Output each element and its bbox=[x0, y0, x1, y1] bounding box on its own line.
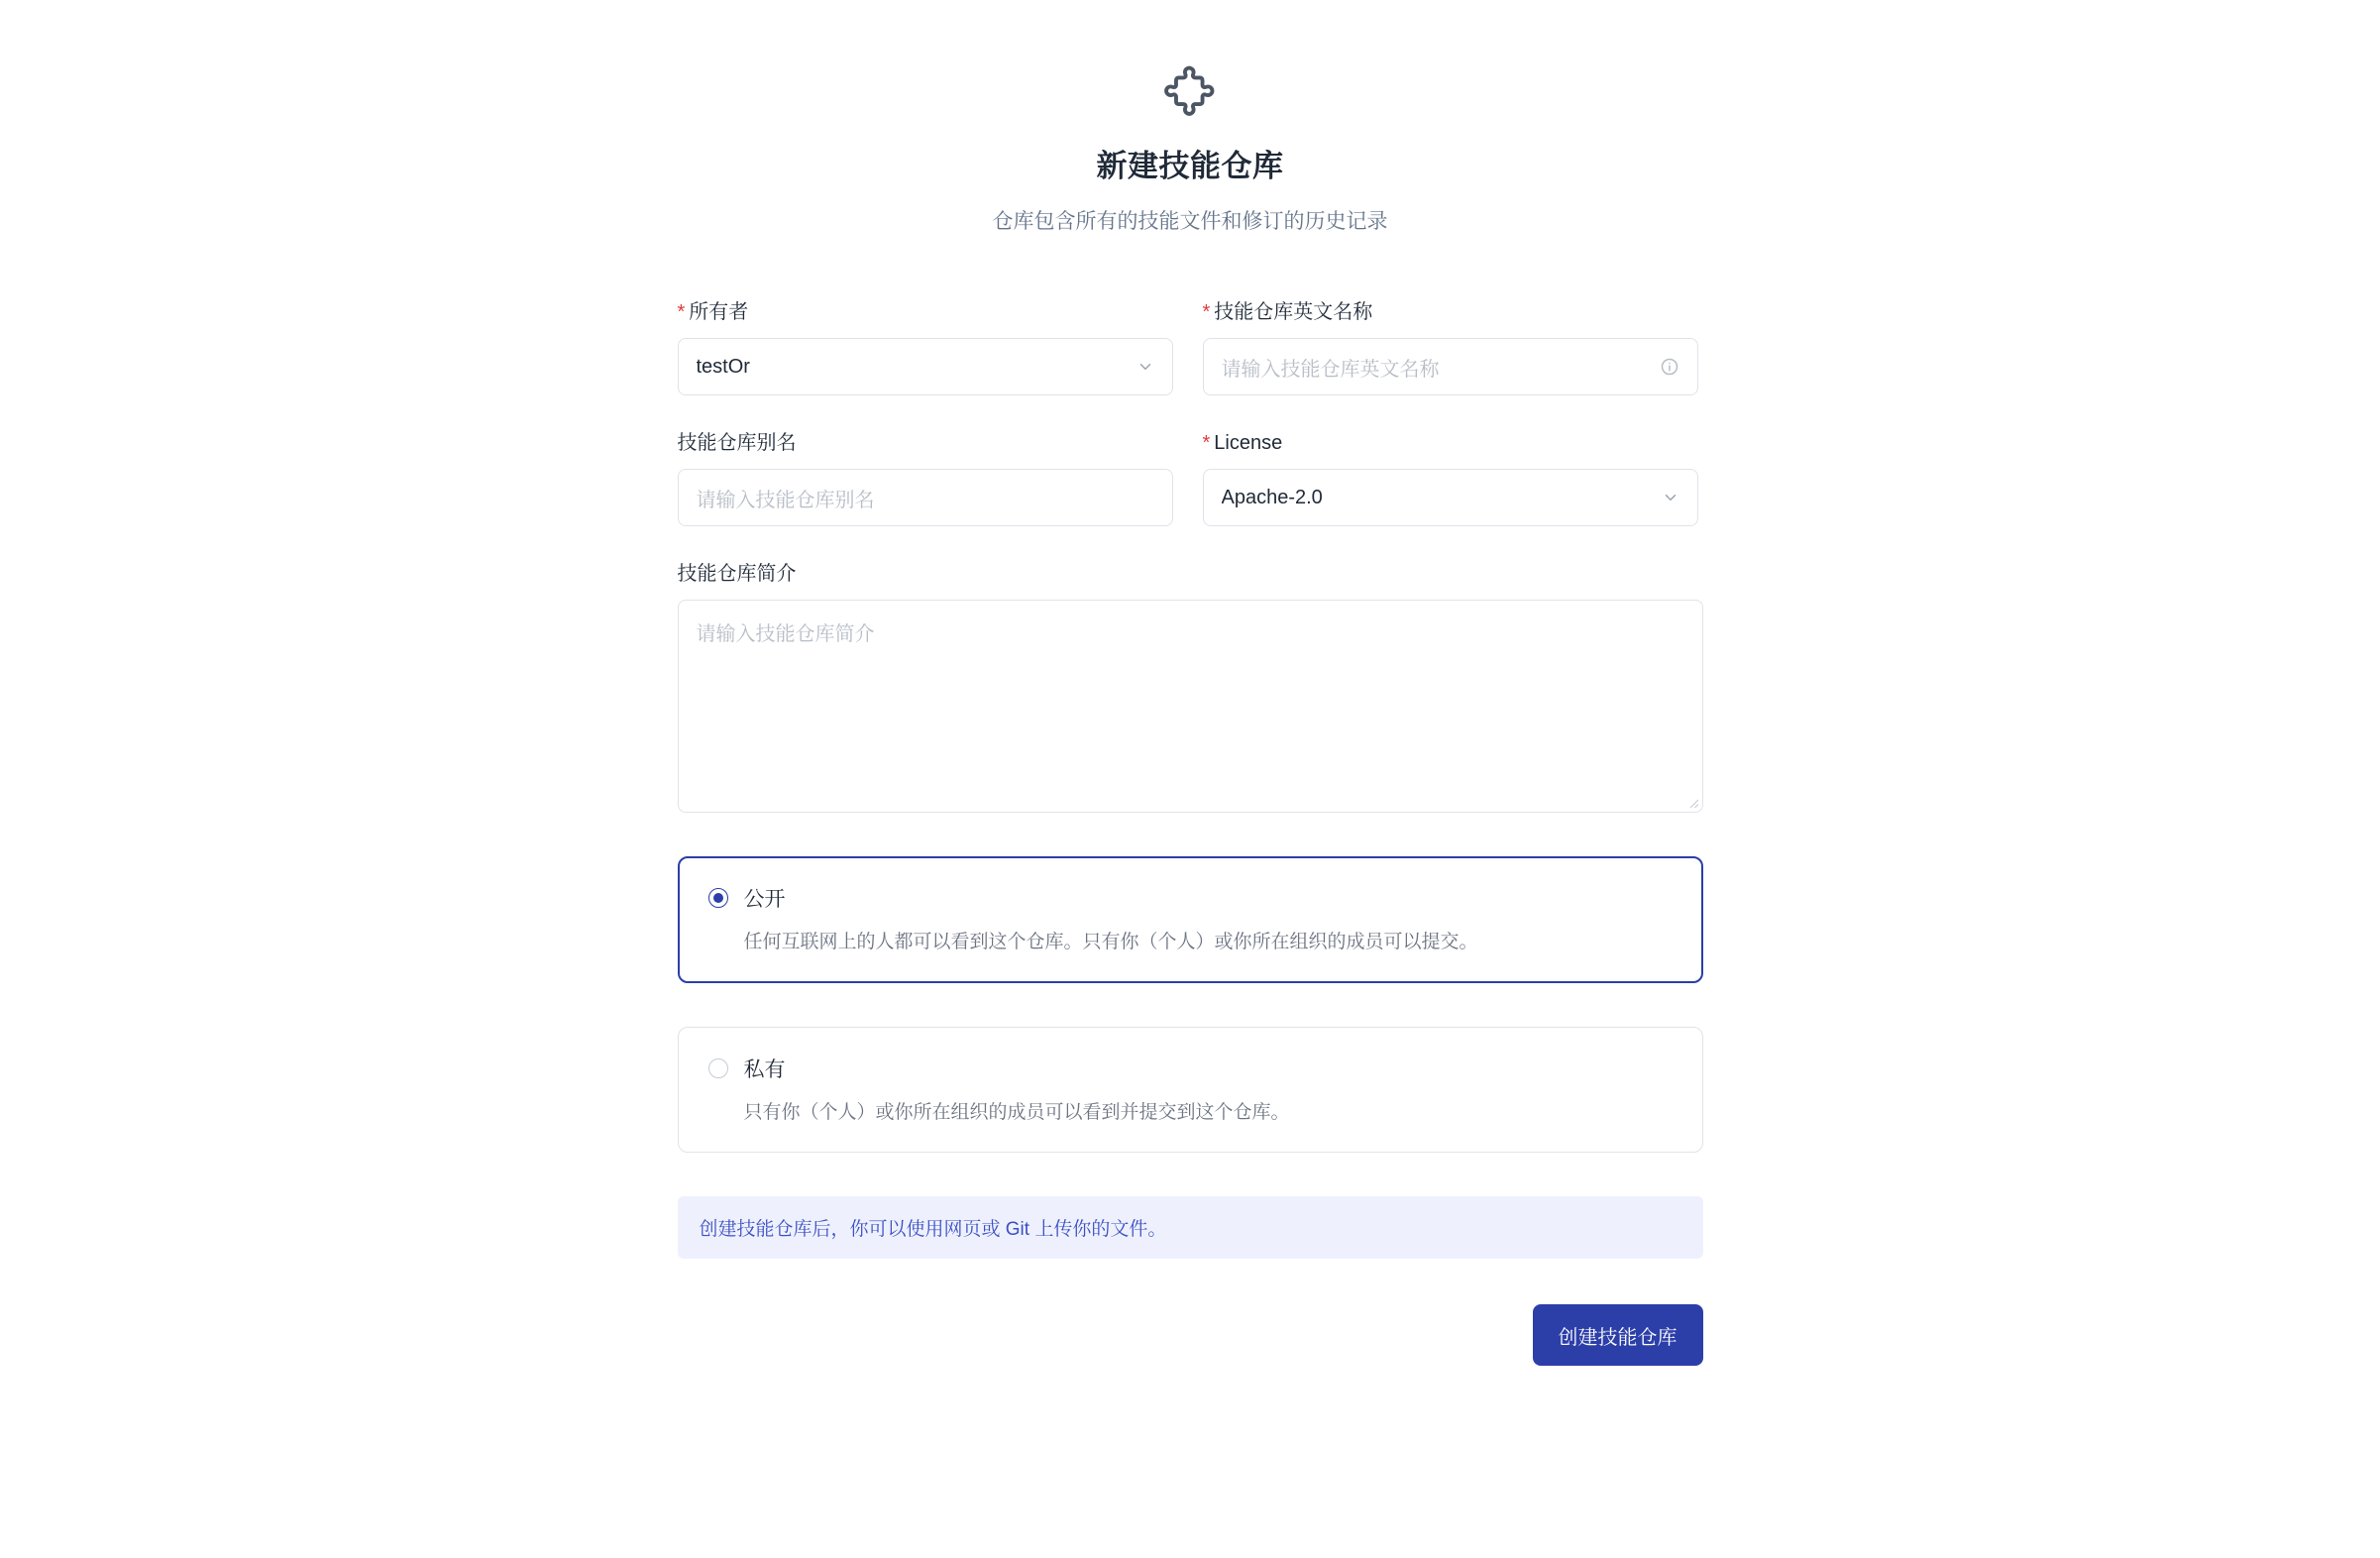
repo-name-required-mark: * bbox=[1202, 301, 1211, 323]
page-title: 新建技能仓库 bbox=[1096, 149, 1284, 183]
owner-label-text: 所有者 bbox=[689, 301, 749, 323]
license-select-value: Apache-2.0 bbox=[1221, 486, 1323, 508]
form-header bbox=[678, 61, 1703, 235]
description-label: 技能仓库简介 bbox=[677, 563, 797, 585]
owner-select[interactable] bbox=[678, 338, 1173, 395]
owner-select-value: testOr bbox=[696, 355, 750, 378]
tip-text-before: 创建技能仓库后，你可以使用网页或 bbox=[699, 1219, 1006, 1241]
radio-public[interactable] bbox=[708, 888, 728, 908]
description-textarea[interactable] bbox=[678, 600, 1703, 813]
repo-alias-field-group bbox=[678, 431, 1173, 526]
repo-alias-label: 技能仓库别名 bbox=[677, 432, 797, 454]
form-actions bbox=[678, 1304, 1703, 1366]
visibility-public-label: 公开 bbox=[743, 888, 786, 911]
description-placeholder: 请输入技能仓库简介 bbox=[696, 623, 875, 645]
info-circle-icon[interactable] bbox=[1660, 357, 1679, 377]
visibility-option-public[interactable] bbox=[678, 856, 1703, 983]
create-repo-button[interactable]: 创建技能仓库 bbox=[1533, 1304, 1703, 1366]
license-field-group bbox=[1203, 431, 1698, 526]
repo-name-input[interactable]: 请输入技能仓库英文名称 bbox=[1221, 358, 1440, 381]
owner-required-mark: * bbox=[677, 301, 686, 323]
chevron-down-icon bbox=[1136, 358, 1154, 376]
license-label bbox=[1203, 431, 1698, 455]
radio-private[interactable] bbox=[708, 1058, 728, 1078]
description-field-group bbox=[678, 562, 1703, 813]
visibility-private-label: 私有 bbox=[743, 1057, 786, 1081]
create-repo-form bbox=[678, 0, 1703, 1558]
visibility-public-description: 任何互联网上的人都可以看到这个仓库。只有你（个人）或你所在组织的成员可以提交。 bbox=[743, 932, 1478, 952]
license-label-text: License bbox=[1214, 432, 1283, 454]
owner-label bbox=[678, 300, 1173, 324]
tip-banner bbox=[678, 1196, 1703, 1259]
page-subtitle: 仓库包含所有的技能文件和修订的历史记录 bbox=[992, 210, 1388, 233]
owner-field-group bbox=[678, 300, 1173, 395]
resize-grip-icon[interactable] bbox=[1687, 797, 1699, 809]
visibility-private-description: 只有你（个人）或你所在组织的成员可以看到并提交到这个仓库。 bbox=[743, 1101, 1290, 1123]
license-required-mark: * bbox=[1202, 432, 1211, 454]
form-row-alias-license bbox=[678, 431, 1703, 526]
license-select[interactable] bbox=[1203, 469, 1698, 526]
visibility-option-private[interactable] bbox=[678, 1027, 1703, 1154]
chevron-down-icon bbox=[1662, 489, 1679, 506]
form-row-owner-name bbox=[678, 300, 1703, 395]
repo-name-label-text: 技能仓库英文名称 bbox=[1214, 301, 1373, 323]
repo-name-field-group bbox=[1203, 300, 1698, 395]
repo-name-label bbox=[1203, 300, 1698, 324]
repo-name-input-wrap[interactable] bbox=[1203, 338, 1698, 395]
git-link[interactable]: Git bbox=[1005, 1219, 1030, 1241]
repo-alias-input-wrap[interactable] bbox=[678, 469, 1173, 526]
visibility-private-head bbox=[708, 1054, 1673, 1083]
puzzle-piece-icon bbox=[1161, 61, 1219, 119]
tip-text-after: 上传你的文件。 bbox=[1029, 1219, 1167, 1241]
repo-alias-input[interactable]: 请输入技能仓库别名 bbox=[696, 489, 875, 511]
visibility-public-head bbox=[708, 883, 1673, 913]
